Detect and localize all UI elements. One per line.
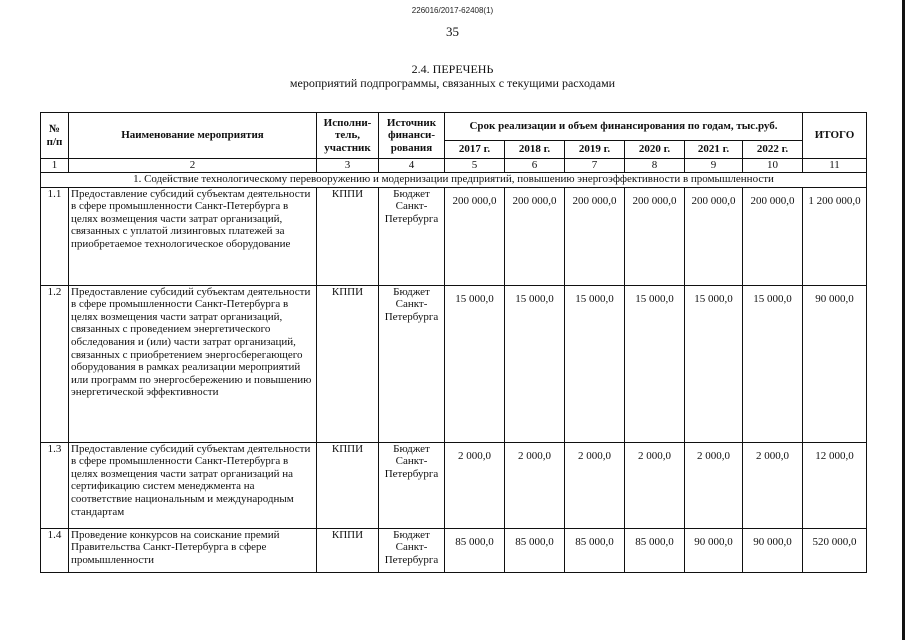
row-value: 200 000,0	[565, 187, 625, 285]
row-source: Бюджет Санкт-Петербурга	[379, 442, 445, 528]
row-value: 85 000,0	[445, 528, 505, 572]
column-number: 1	[41, 159, 69, 173]
activities-table	[40, 112, 867, 573]
column-number: 6	[505, 159, 565, 173]
row-executor: КППИ	[317, 528, 379, 572]
column-number: 5	[445, 159, 505, 173]
row-value: 15 000,0	[565, 285, 625, 442]
row-executor: КППИ	[317, 187, 379, 285]
column-number: 9	[685, 159, 743, 173]
column-number: 7	[565, 159, 625, 173]
header-row	[41, 113, 867, 141]
row-value: 2 000,0	[445, 442, 505, 528]
section-title: 1. Содействие технологическому перевооружению и модернизации предприятий, повышению энергоэффективности в промышленности	[41, 172, 867, 187]
row-value: 85 000,0	[625, 528, 685, 572]
header-year: 2017 г.	[445, 141, 505, 159]
row-executor: КППИ	[317, 285, 379, 442]
table-row	[41, 528, 867, 572]
header-year: 2018 г.	[505, 141, 565, 159]
page-title: 2.4. ПЕРЕЧЕНЬ	[411, 62, 494, 76]
row-value: 90 000,0	[685, 528, 743, 572]
row-value: 15 000,0	[743, 285, 803, 442]
row-number: 1.3	[41, 442, 69, 528]
header-total: ИТОГО	[803, 113, 867, 159]
row-value: 15 000,0	[505, 285, 565, 442]
page-subtitle: мероприятий подпрограммы, связанных с текущими расходами	[289, 76, 616, 90]
table-row	[41, 285, 867, 442]
row-value: 200 000,0	[743, 187, 803, 285]
header-period: Срок реализации и объем финансирования по годам, тыс.руб.	[445, 113, 803, 141]
header-source: Источник финанси-рования	[379, 113, 445, 159]
row-value: 2 000,0	[565, 442, 625, 528]
row-name: Предоставление субсидий субъектам деятельности в сфере промышленности Санкт-Петербурга в целях возмещения части затрат организаций на сертификацию систем менеджмента на соответствие национальным и международным стандартам	[69, 442, 317, 528]
row-total: 12 000,0	[803, 442, 867, 528]
row-value: 2 000,0	[743, 442, 803, 528]
column-number: 10	[743, 159, 803, 173]
row-name: Проведение конкурсов на соискание премий Правительства Санкт-Петербурга в сфере промышленности	[69, 528, 317, 572]
row-number: 1.2	[41, 285, 69, 442]
row-value: 90 000,0	[743, 528, 803, 572]
column-number: 2	[69, 159, 317, 173]
column-number: 3	[317, 159, 379, 173]
row-total: 520 000,0	[803, 528, 867, 572]
row-value: 200 000,0	[505, 187, 565, 285]
header-year: 2020 г.	[625, 141, 685, 159]
column-number-row	[41, 159, 867, 173]
row-value: 2 000,0	[625, 442, 685, 528]
document-id: 226016/2017-62408(1)	[411, 6, 494, 15]
row-value: 15 000,0	[625, 285, 685, 442]
header-year: 2019 г.	[565, 141, 625, 159]
row-number: 1.1	[41, 187, 69, 285]
page-number: 35	[446, 24, 459, 39]
row-value: 200 000,0	[625, 187, 685, 285]
header-year: 2022 г.	[743, 141, 803, 159]
row-value: 2 000,0	[685, 442, 743, 528]
header-executor: Исполни-тель, участник	[317, 113, 379, 159]
row-total: 1 200 000,0	[803, 187, 867, 285]
row-total: 90 000,0	[803, 285, 867, 442]
column-number: 11	[803, 159, 867, 173]
header-year: 2021 г.	[685, 141, 743, 159]
table-row	[41, 442, 867, 528]
row-value: 15 000,0	[445, 285, 505, 442]
section-row	[41, 172, 867, 187]
row-number: 1.4	[41, 528, 69, 572]
row-source: Бюджет Санкт-Петербурга	[379, 528, 445, 572]
row-value: 200 000,0	[445, 187, 505, 285]
row-value: 85 000,0	[565, 528, 625, 572]
row-value: 2 000,0	[505, 442, 565, 528]
column-number: 8	[625, 159, 685, 173]
row-value: 85 000,0	[505, 528, 565, 572]
row-source: Бюджет Санкт-Петербурга	[379, 187, 445, 285]
row-source: Бюджет Санкт-Петербурга	[379, 285, 445, 442]
header-no: № п/п	[41, 113, 69, 159]
column-number: 4	[379, 159, 445, 173]
row-value: 200 000,0	[685, 187, 743, 285]
table-row	[41, 187, 867, 285]
row-name: Предоставление субсидий субъектам деятельности в сфере промышленности Санкт-Петербурга в целях возмещения части затрат организаций, связанных с проведением энергетического обследования и (или) части затрат организаций, связанных с приобретением энергосберегающего оборудования в рамках реализации мероприятий или программ по энергосбережению и повышению энергетической эффективности	[69, 285, 317, 442]
header-name: Наименование мероприятия	[69, 113, 317, 159]
row-name: Предоставление субсидий субъектам деятельности в сфере промышленности Санкт-Петербурга в целях возмещения части затрат организаций, связанных с уплатой лизинговых платежей за приобретаемое технологическое оборудование	[69, 187, 317, 285]
row-value: 15 000,0	[685, 285, 743, 442]
row-executor: КППИ	[317, 442, 379, 528]
